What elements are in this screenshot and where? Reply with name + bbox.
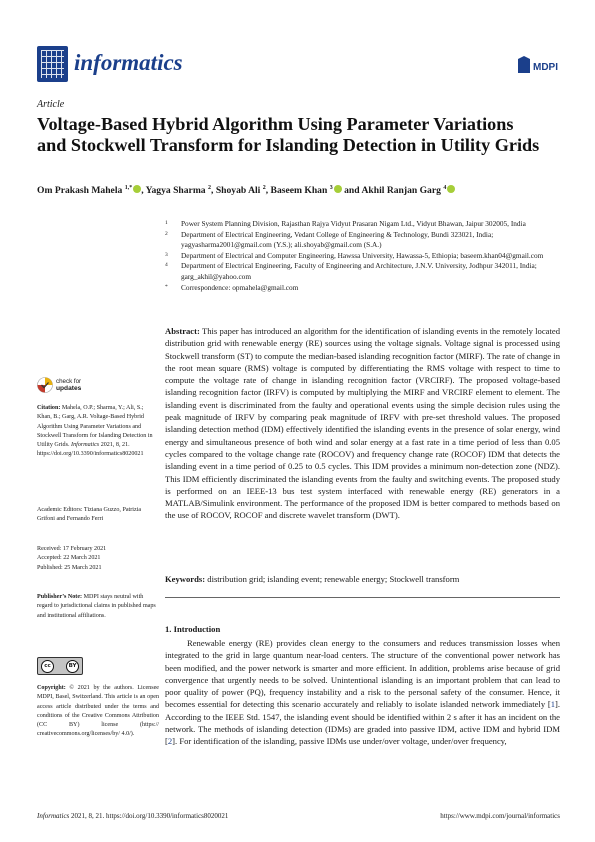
orcid-icon[interactable]: [133, 185, 141, 193]
mdpi-logo-icon: [516, 55, 559, 75]
received-date: Received: 17 February 2021: [37, 546, 107, 552]
abstract-label: Abstract:: [165, 326, 200, 336]
accepted-date: Accepted: 22 March 2021: [37, 555, 101, 562]
abstract: [165, 325, 560, 522]
publisher-name: MDPI: [533, 62, 558, 73]
author[interactable]: Shoyab Ali $^2$: [215, 185, 266, 197]
affiliation-item: 1 Power System Planning Division, Rajasthan Rajya Vidyut Prasaran Nigam Ltd., Vidyut Bhawan, Jaipur 302005, India: [165, 219, 526, 228]
affiliation-item: 2 Department of Electrical Engineering, Vedant College of Engineering & Technology, Bundi 323021, India; yagyasharma2001@gmail.com (Y.S.); ali.shoyab@gmail.com (S.A.): [165, 229, 494, 250]
footer-url[interactable]: https://www.mdpi.com/journal/informatics: [440, 812, 560, 820]
intro-paragraph: Renewable energy (RE) provides clean energy to the consumers and reduces transmission losses when integrated to the grid in large quantum near-load centers. The structure of the conventional power network has been modified, and the power network is smarter and more efficient. In addition, problems arise because of grid convergence that urgently needs to be solved. Unintentional islanding is an important problem that can lead to poor quality of power (PQ), frequency instability and a risk to the personal safety of the consumer. Hence, it becomes essential for detecting this scenario accurately and reliably to isolate islanded network immediately [1]. According to the IEEE Std. 1547, the islanding event should be identified within 2 s after it has an incident on the network. The methods of islanding detection (IDMs) are graded into passive IDM, active IDM and hybrid IDM [2]. For identification of the islanding, passive IDMs use under/over voltage, under/over frequency,: [165, 638, 560, 747]
keywords: [165, 574, 560, 584]
journal-name: informatics: [74, 50, 183, 75]
divider: [165, 597, 560, 598]
orcid-icon[interactable]: [334, 185, 342, 193]
published-date: Published: 25 March 2021: [37, 564, 102, 571]
orcid-icon[interactable]: [447, 185, 455, 193]
article-type: Article: [37, 99, 65, 110]
affiliations: [165, 219, 560, 293]
correspondence: * Correspondence: opmahela@gmail.com: [165, 282, 299, 292]
reference-link[interactable]: 2: [167, 736, 173, 747]
abstract-text: This paper has introduced an algorithm for the identification of islanding events in the remotely located distribution grid with renewable energy (RE) sources using the voltage signals. Voltage signal is processed using Stockwell transform (ST) to compute the median-based islanding recognition factor (MIRF). The rate of change in the root mean square (RMS) voltage is computed by differentiating the RMS voltage with respect to time to compute the voltage rate of change in islanding recognition factor (VRCIRF). The proposed voltage-based islanding recognition factor (IRFV) is computed by multiplying the MIRF and VRCIRF element to element. The islanding event is discriminated from the faulty and operational events using the simple decision rules using the peak magnitude of IRFV by comparing peak magnitude of IRFV with pre-set threshold values. The proposed islanding detection method (IDM) effectively identified the islanding events in the presence of solar energy, wind energy and simultaneous presence of both wind and solar energy at a fast rate in a time period of less than 0.05 cycles compared to the voltage change rate (ROCOV) and frequency change rate (ROCOF) IDM that detects the islanding event in a time period of 0.25 to 0.5 cycles. This IDM provides a minimum non-detection zone (NDZ). This IDM efficiently discriminated the islanding events from the faulty and switching events. The proposed study is performed on an IEEE-13 bus test system interfaced with renewable energy (RE) generators in a MATLAB/Simulink environment. The performance of the proposed IDM is better compared to methods based on the use of ROCOV, ROCOF and discrete wavelet transform (DWT).: [165, 326, 560, 521]
updates-line2: updates: [56, 385, 82, 392]
by-icon: BY: [66, 660, 79, 673]
author-list: Om Prakash Mahela $^{1,*}$ , Yagya Sharma $^2$, Shoyab Ali $^2$, Baseem Khan $^3$ and Akhil Ranjan Garg $^4$: [37, 185, 557, 196]
author[interactable]: Yagya Sharma $^2$: [145, 185, 212, 197]
reference-link[interactable]: 1: [550, 699, 555, 710]
academic-editors: Academic Editors: Tiziana Guzzo, Patrizia Grifoni and Fernando Ferri: [37, 507, 142, 523]
author[interactable]: Akhil Ranjan Garg $^4$: [361, 185, 455, 196]
cc-by-license-icon[interactable]: [37, 657, 83, 675]
section-heading: 1. Introduction: [165, 624, 221, 634]
footer-citation: Informatics 2021, 8, 21. https://doi.org/10.3390/informatics8020021: [37, 812, 229, 820]
journal-logo-icon: [37, 46, 68, 82]
copyright: Copyright: © 2021 by the authors. Licensee MDPI, Basel, Switzerland. This article is an open access article distributed under the terms and conditions of the Creative Commons Attribution (CC BY) license (https:// creativecommons.org/licenses/by/ 4.0/).: [37, 685, 159, 738]
check-updates-icon: [37, 376, 53, 394]
article-title: Voltage-Based Hybrid Algorithm Using Parameter Variations and Stockwell Transform for Islanding Detection in Utility Grids: [37, 114, 540, 155]
affiliation-item: 4 Department of Electrical Engineering, Faculty of Engineering and Architecture, J.N.V. University, Jodhpur 342011, India; garg_akhil@yahoo.com: [165, 261, 537, 281]
citation: Citation: Mahela, O.P.; Sharma, Y.; Ali, S.; Khan, B.; Garg, A.R. Voltage-Based Hybrid Algorithm Using Parameter Variations and Stockwell Transform for Islanding Detection in Utility Grids. Informatics 2021, 8, 21. https://doi.org/10.3390/informatics8020021: [37, 405, 153, 458]
publication-dates: [37, 545, 159, 573]
keywords-label: Keywords:: [165, 574, 206, 584]
updates-line1: check for: [56, 378, 82, 385]
author[interactable]: Om Prakash Mahela $^{1,*}$: [37, 185, 141, 196]
publisher-note: Publisher’s Note: MDPI stays neutral with regard to jurisdictional claims in published maps and institutional affiliations.: [37, 594, 156, 619]
cc-icon: cc: [41, 660, 54, 673]
keywords-text: distribution grid; islanding event; renewable energy; Stockwell transform: [207, 574, 460, 584]
author[interactable]: Baseem Khan $^3$: [271, 185, 342, 196]
affiliation-item: 3 Department of Electrical and Computer Engineering, Hawssa University, Hawassa-5, Ethiopia; baseem.khan04@gmail.com: [165, 250, 544, 260]
